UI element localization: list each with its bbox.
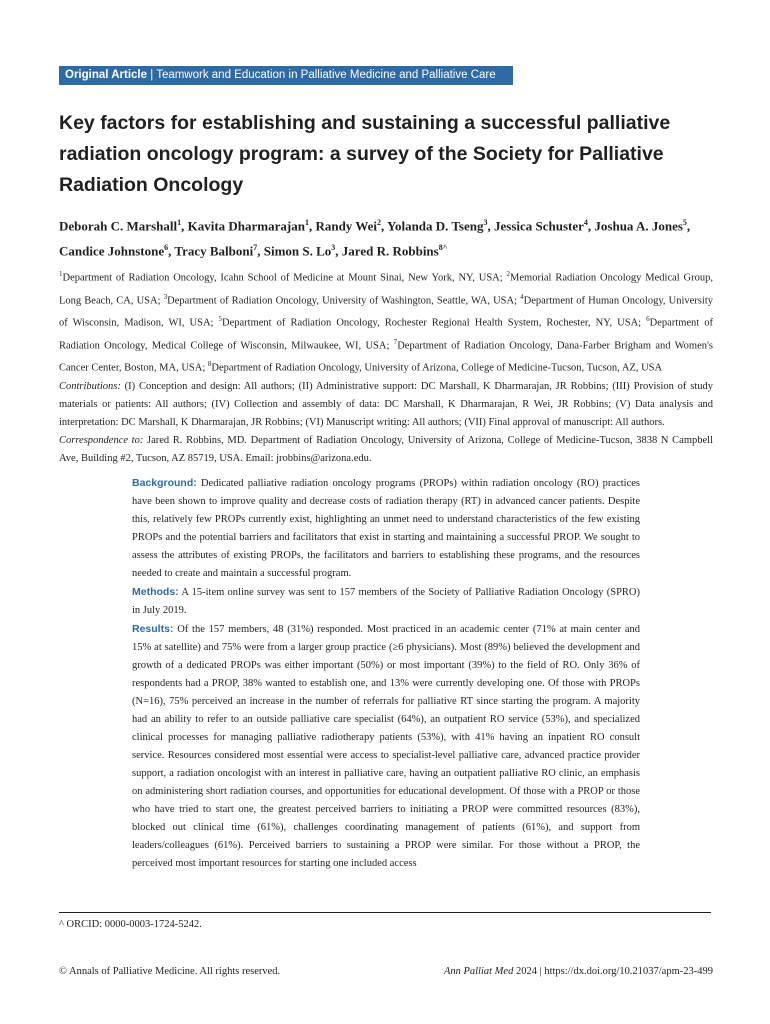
background-text: Dedicated palliative radiation oncology programs (PROPs) within radiation oncology (RO) practices have been shown to improve quality and decrease costs of radiation therapy (RT) in advanced cancer patients. Despite this, relatively few PROPs currently exist, highlighting an unmet need to understand characteristics of the few existing PROPs and the potential barriers and facilitators that exist in starting and maintaining a successful PROP. We sought to assess the attributes of existing PROPs, the facilitators and barriers to establishing these programs, and the resources needed to create and maintain a successful program. bbox=[132, 478, 640, 579]
article-title: Key factors for establishing and sustaining a successful palliative radiation oncology program: a survey of the Society for Palliative Radiation Oncology bbox=[59, 112, 671, 196]
author-affiliation-marker: 4 bbox=[583, 218, 588, 227]
author: Jared R. Robbins bbox=[341, 243, 439, 259]
article-type-banner bbox=[59, 66, 513, 85]
affiliation-marker: 5 bbox=[218, 315, 223, 323]
abstract-results bbox=[132, 620, 640, 873]
article-type: Original Article bbox=[65, 69, 148, 81]
author: Simon S. Lo bbox=[263, 243, 332, 259]
author-affiliation-marker: 6 bbox=[164, 243, 169, 253]
abstract-methods bbox=[132, 583, 640, 620]
orcid-footnote: ^ ORCID: 0000-0003-1724-5242. bbox=[59, 919, 202, 930]
affiliation: Department of Radiation Oncology, Dana-Farber Brigham and Women's Cancer Center, Boston, MA, USA; bbox=[59, 340, 713, 374]
banner-separator: | bbox=[147, 69, 157, 81]
background-heading: Background: bbox=[132, 477, 197, 489]
author: Candice Johnstone bbox=[59, 243, 165, 259]
front-matter bbox=[59, 265, 713, 468]
methods-heading: Methods: bbox=[132, 586, 179, 598]
affiliation: Memorial Radiation Oncology Medical Group, Long Beach, CA, USA; bbox=[59, 272, 713, 306]
affiliations bbox=[59, 265, 713, 378]
affiliation: Department of Human Oncology, University of Wisconsin, Madison, WI, USA; bbox=[59, 295, 713, 329]
author: Tracy Balboni bbox=[174, 243, 254, 259]
article-section: Teamwork and Education in Palliative Medicine and Palliative Care bbox=[156, 69, 496, 81]
affiliation-marker: 6 bbox=[646, 315, 650, 323]
author-affiliation-marker: 2 bbox=[376, 218, 381, 227]
author-affiliation-marker: 7 bbox=[253, 243, 258, 253]
correspondence-label: Correspondence to: bbox=[59, 434, 144, 446]
affiliation-marker: 7 bbox=[393, 337, 398, 346]
results-heading: Results: bbox=[132, 623, 174, 635]
author-affiliation-marker: 1 bbox=[304, 218, 309, 227]
affiliation-marker: 4 bbox=[520, 292, 524, 301]
author: Kavita Dharmarajan bbox=[187, 218, 305, 234]
copyright: © Annals of Palliative Medicine. All rights reserved. bbox=[59, 966, 281, 977]
doi-link[interactable]: 2024 | https://dx.doi.org/10.21037/apm-23-499 bbox=[513, 966, 713, 977]
author-affiliation-marker: 8^ bbox=[438, 243, 448, 253]
affiliation-marker: 2 bbox=[506, 270, 511, 278]
author-affiliation-marker: 1 bbox=[177, 218, 182, 227]
author-affiliation-marker: 3 bbox=[483, 218, 488, 227]
author-list: Deborah C. Marshall$^1$, Kavita Dharmarajan$^1$, Randy Wei$^2$, Yolanda D. Tseng$^3$, Jessica Schuster$^4$, Joshua A. Jones$^5$, Candice Johnstone$^6$, Tracy Balboni$^7$, Simon S. Lo$^3$, Jared R. Robbins$^{8\^{}}$ bbox=[59, 218, 691, 259]
correspondence-text: Jared R. Robbins, MD. Department of Radiation Oncology, University of Arizona, College of Medicine-Tucson, 3838 N Campbell Ave, Building #2, Tucson, AZ 85719, USA. Email: jrobbins@arizona.edu. bbox=[59, 434, 713, 464]
affiliation: Department of Radiation Oncology, University of Washington, Seattle, WA, USA; bbox=[167, 295, 521, 306]
correspondence bbox=[59, 432, 713, 468]
affiliation-marker: 1 bbox=[59, 270, 63, 278]
author: Deborah C. Marshall bbox=[59, 218, 178, 234]
author: Randy Wei bbox=[315, 218, 377, 234]
affiliation-marker: 8 bbox=[207, 360, 212, 368]
abstract-background bbox=[132, 474, 640, 583]
methods-text: A 15-item online survey was sent to 157 members of the Society of Palliative Radiation Oncology (SPRO) in July 2019. bbox=[132, 587, 640, 616]
author: Jessica Schuster bbox=[493, 218, 584, 234]
author: Yolanda D. Tseng bbox=[387, 218, 484, 234]
journal-abbrev: Ann Palliat Med bbox=[443, 966, 514, 977]
author-affiliation-marker: 3 bbox=[331, 243, 336, 253]
citation-footer bbox=[444, 965, 713, 979]
author: Joshua A. Jones bbox=[594, 218, 683, 234]
affiliation: Department of Radiation Oncology, Medical College of Wisconsin, Milwaukee, WI, USA; bbox=[59, 317, 714, 351]
affiliation: Department of Radiation Oncology, Icahn School of Medicine at Mount Sinai, New York, NY, USA; bbox=[62, 272, 507, 284]
contributions bbox=[59, 378, 713, 432]
affiliation-marker: 3 bbox=[163, 292, 168, 301]
abstract bbox=[132, 474, 640, 873]
results-text: Of the 157 members, 48 (31%) responded. Most practiced in an academic center (71% at main center and 15% at satellite) and 75% were from a larger group practice (≥6 physicians). Most (89%) believed the development and growth of a dedicated PROPs was either important (50%) or most important (39%) to the field of RO. Only 36% of respondents had a PROP, 38% wanted to establish one, and 13% were currently developing one. Of those with PROPs (N=16), 75% perceived an increase in the number of referrals for palliative RT since starting the program. A majority had an ability to refer to an outside palliative care specialist (64%), an outpatient RO service (53%), and specialized clinical processes for managing palliative radiotherapy patients (53%), with 41% having an inpatient RO consult service. Resources considered most essential were access to specialist-level palliative care, advanced practice provider support, a radiation oncologist with an interest in palliative care, having an outpatient palliative RO clinic, an emphasis on administering short radiation courses, and opportunities for educational development. Of those with a PROP or those who have tried to start one, the greatest perceived barriers to initiating a PROP were committed resources (83%), blocked out clinical time (61%), challenges coordinating management of patients (61%), and support from leaders/colleagues (61%). Perceived barriers to sustaining a PROP were similar. For those without a PROP, the perceived most important resources for starting one included access bbox=[132, 624, 640, 869]
affiliation: Department of Radiation Oncology, University of Arizona, College of Medicine-Tucson, Tucson, AZ, USA bbox=[211, 362, 663, 374]
affiliation: Department of Radiation Oncology, Rochester Regional Health System, Rochester, NY, USA; bbox=[222, 317, 647, 329]
author-affiliation-marker: 5 bbox=[682, 218, 687, 227]
contributions-text: (I) Conception and design: All authors; (II) Administrative support: DC Marshall, K Dharmarajan, JR Robbins; (III) Provision of study materials or patients: All authors; (IV) Collection and assembly of data: DC Marshall, K Dharmarajan, R Wei, JR Robbins; (V) Data analysis and interpretation: DC Marshall, K Dharmarajan, JR Robbins; (VI) Manuscript writing: All authors; (VII) Final approval of manuscript: All authors. bbox=[59, 380, 713, 428]
contributions-label: Contributions: bbox=[59, 380, 121, 392]
footnote-divider bbox=[59, 912, 711, 913]
